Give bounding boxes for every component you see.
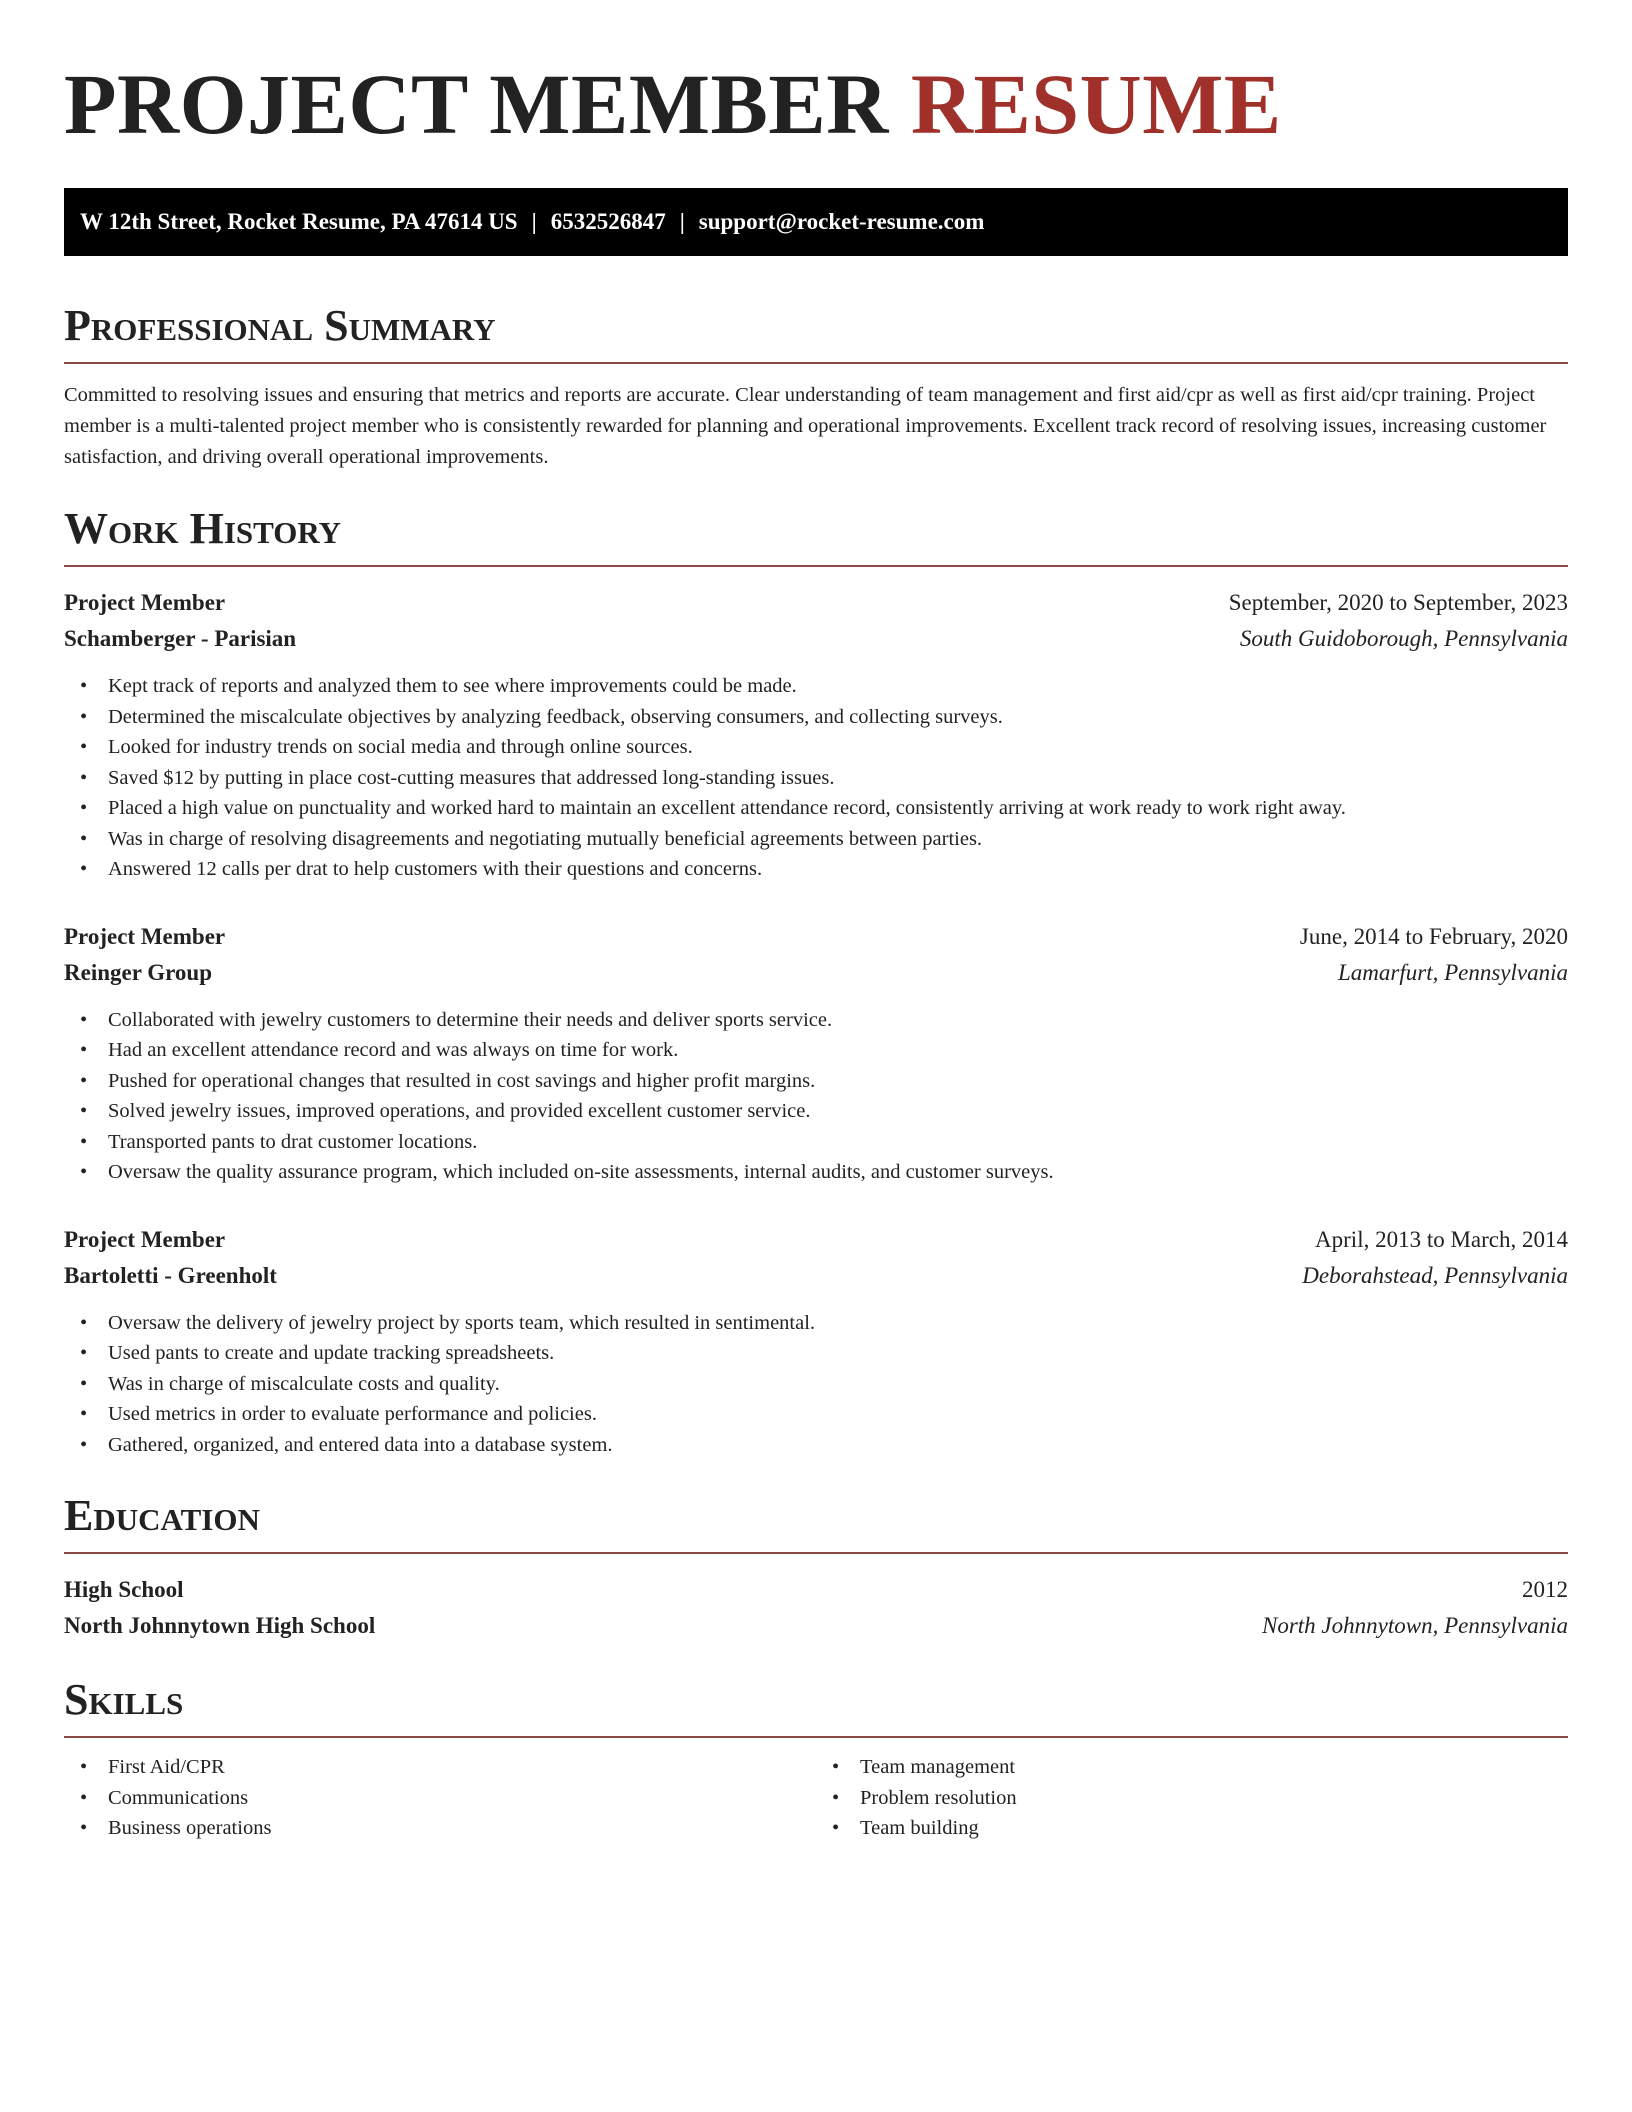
skills-section	[64, 1674, 1568, 1844]
list-item: • Transported pants to drat customer locations.	[64, 1127, 1568, 1158]
job-entry	[64, 1222, 1568, 1461]
education-degree: High School	[64, 1577, 184, 1602]
job-company: Schamberger - Parisian	[64, 626, 297, 651]
title-main: PROJECT MEMBER	[64, 56, 889, 152]
job-dates: April, 2013 to March, 2014	[1315, 1226, 1568, 1252]
list-item: • Was in charge of resolving disagreements and negotiating mutually beneficial agreements between parties.	[64, 824, 1568, 855]
list-item: • Kept track of reports and analyzed them to see where improvements could be made.	[64, 671, 1568, 702]
education-section	[64, 1490, 1568, 1644]
summary-heading: Professional Summary	[64, 300, 1568, 364]
summary-section	[64, 300, 1568, 473]
summary-text: Committed to resolving issues and ensuring that metrics and reports are accurate. Clear understanding of team management and first aid/cpr as well as first aid/cpr training. Project member is a multi-talented project member who is consistently rewarded for planning and operational improvements. Excellent track record of resolving issues, increasing customer satisfaction, and driving overall operational improvements.	[64, 384, 1547, 468]
job-title: Project Member	[64, 1226, 226, 1252]
job-dates: June, 2014 to February, 2020	[1299, 923, 1568, 949]
list-item: • Collaborated with jewelry customers to determine their needs and deliver sports service.	[64, 1005, 1568, 1036]
job-company-row	[64, 1258, 1568, 1294]
job-location: Deborahstead, Pennsylvania	[1302, 1262, 1568, 1288]
job-company: Bartoletti - Greenholt	[64, 1262, 277, 1288]
job-title: Project Member	[64, 590, 226, 615]
work-history-heading: Work History	[64, 503, 1568, 567]
education-year: 2012	[1522, 1577, 1568, 1602]
list-item: • Determined the miscalculate objectives by analyzing feedback, observing consumers, and collecting surveys.	[64, 702, 1568, 733]
list-item: • Business operations	[64, 1813, 816, 1844]
list-item: • Placed a high value on punctuality and worked hard to maintain an excellent attendance record, consistently arriving at work ready to work right away.	[64, 793, 1568, 824]
job-entry	[64, 919, 1568, 1188]
contact-separator: |	[679, 209, 685, 234]
job-bullets	[64, 671, 1568, 885]
education-header-row	[64, 1572, 1568, 1608]
work-history-section	[64, 503, 1568, 1460]
job-entry	[64, 585, 1568, 885]
job-company-row	[64, 955, 1568, 991]
job-header-row	[64, 1222, 1568, 1258]
list-item: • Oversaw the delivery of jewelry project by sports team, which resulted in sentimental.	[64, 1308, 1568, 1339]
list-item: • Problem resolution	[816, 1783, 1568, 1814]
contact-address: W 12th Street, Rocket Resume, PA 47614 US	[80, 209, 518, 234]
title-accent: RESUME	[910, 56, 1282, 152]
list-item: • Solved jewelry issues, improved operations, and provided excellent customer service.	[64, 1096, 1568, 1127]
education-entry	[64, 1572, 1568, 1644]
skills-column-left	[64, 1752, 816, 1844]
job-bullets	[64, 1005, 1568, 1188]
education-school: North Johnnytown High School	[64, 1613, 376, 1638]
job-header-row	[64, 585, 1568, 621]
list-item: • Had an excellent attendance record and was always on time for work.	[64, 1035, 1568, 1066]
skills-column-right	[816, 1752, 1568, 1844]
list-item: • Answered 12 calls per drat to help customers with their questions and concerns.	[64, 854, 1568, 885]
list-item: • Looked for industry trends on social media and through online sources.	[64, 732, 1568, 763]
contact-bar	[64, 188, 1568, 256]
list-item: • Team management	[816, 1752, 1568, 1783]
job-company: Reinger Group	[64, 959, 213, 985]
job-company-row	[64, 621, 1568, 657]
education-school-row	[64, 1608, 1568, 1644]
list-item: • Gathered, organized, and entered data into a database system.	[64, 1430, 1568, 1461]
skills-heading: Skills	[64, 1674, 1568, 1738]
contact-phone: 6532526847	[550, 209, 666, 234]
resume-title	[64, 56, 1568, 152]
job-location: South Guidoborough, Pennsylvania	[1239, 626, 1568, 651]
job-title: Project Member	[64, 923, 226, 949]
list-item: • Was in charge of miscalculate costs and quality.	[64, 1369, 1568, 1400]
list-item: • Used pants to create and update tracking spreadsheets.	[64, 1338, 1568, 1369]
list-item: • Team building	[816, 1813, 1568, 1844]
contact-separator: |	[531, 209, 537, 234]
skills-grid	[64, 1752, 1568, 1844]
job-dates: September, 2020 to September, 2023	[1228, 590, 1568, 615]
list-item: • First Aid/CPR	[64, 1752, 816, 1783]
list-item: • Saved $12 by putting in place cost-cutting measures that addressed long-standing issues.	[64, 763, 1568, 794]
job-header-row	[64, 919, 1568, 955]
education-heading: Education	[64, 1490, 1568, 1554]
job-bullets	[64, 1308, 1568, 1461]
contact-email: support@rocket-resume.com	[698, 209, 985, 234]
list-item: • Used metrics in order to evaluate performance and policies.	[64, 1399, 1568, 1430]
job-location: Lamarfurt, Pennsylvania	[1338, 959, 1568, 985]
list-item: • Pushed for operational changes that resulted in cost savings and higher profit margins.	[64, 1066, 1568, 1097]
list-item: • Oversaw the quality assurance program, which included on-site assessments, internal audits, and customer surveys.	[64, 1157, 1568, 1188]
list-item: • Communications	[64, 1783, 816, 1814]
education-location: North Johnnytown, Pennsylvania	[1262, 1613, 1568, 1638]
